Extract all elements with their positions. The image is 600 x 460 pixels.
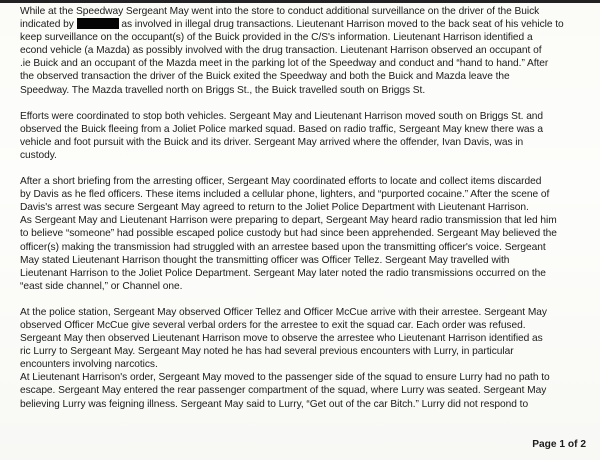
text-line: Efforts were coordinated to stop both vehicles. Sergeant May and Lieutenant Harrison moved south on Briggs St. and bbox=[20, 110, 544, 122]
text-line: At Lieutenant Harrison's order, Sergeant May moved to the passenger side of the squad to ensure Lurry had no path to bbox=[20, 372, 550, 384]
line-text-before-redaction: indicated by bbox=[20, 19, 74, 31]
text-line: May stated Lieutenant Harrison thought the transmitting officer was Officer Tellez. Sergeant May travelled with bbox=[20, 254, 510, 266]
text-line: escape. Sergeant May entered the rear passenger compartment of the squad, where Lurry was seated. Sergeant May bbox=[20, 385, 547, 397]
text-line: observed Officer McCue give several verbal orders for the arrestee to exit the squad car. Each order was refused. bbox=[20, 319, 526, 331]
page-number: Page 1 of 2 bbox=[532, 439, 586, 450]
paragraph-2 bbox=[20, 110, 588, 162]
text-line: custody. bbox=[20, 149, 57, 161]
text-line: Lieutenant Harrison to the Joliet Police Department. Sergeant May later noted the radio transmissions occurred on the bbox=[20, 267, 546, 279]
text-line: While at the Speedway Sergeant May went into the store to conduct additional surveillance on the driver of the Buick bbox=[20, 6, 540, 17]
text-line: vehicle and foot pursuit with the Buick and its driver. Sergeant May arrived where the offender, Ivan Davis, was in bbox=[20, 136, 524, 148]
text-line: to believe “someone” had possible escaped police custody but had since been apprehended. Sergeant May believed the bbox=[20, 228, 557, 240]
text-line: As Sergeant May and Lieutenant Harrison were preparing to depart, Sergeant May heard radio transmission that led him bbox=[20, 215, 557, 227]
redaction-bar bbox=[77, 18, 119, 29]
paragraph-3 bbox=[20, 175, 588, 293]
text-line: Sergeant May then observed Lieutenant Harrison move to observe the arrestee who Lieutenant Harrison identified as bbox=[20, 333, 543, 345]
text-line: the observed transaction the driver of the Buick exited the Speedway and both the Buick and Mazda leave the bbox=[20, 71, 510, 83]
text-line: econd vehicle (a Mazda) as possibly involved with the drug transaction. Lieutenant Harrison observed an occupant of bbox=[20, 45, 542, 57]
text-line: observed the Buick fleeing from a Joliet Police marked squad. Based on radio traffic, Sergeant May knew there was a bbox=[20, 123, 543, 135]
document-body bbox=[20, 5, 588, 411]
text-line: Speedway. The Mazda travelled north on Briggs St., the Buick travelled south on Briggs St. bbox=[20, 84, 426, 96]
text-line: Davis's arrest was secure Sergeant May agreed to return to the Joliet Police Department with Lieutenant Harrison. bbox=[20, 202, 529, 214]
text-line: keep surveillance on the occupant(s) of the Buick provided in the C/S's information. Lieutenant Harrison identified a bbox=[20, 32, 533, 44]
paragraph-4 bbox=[20, 306, 588, 411]
text-line: officer(s) making the transmission had struggled with an arrestee based upon the transmitting officer's voice. Sergeant bbox=[20, 241, 546, 253]
text-line: At the police station, Sergeant May observed Officer Tellez and Officer McCue arrive with their arrestee. Sergeant May bbox=[20, 306, 547, 318]
text-line: After a short briefing from the arresting officer, Sergeant May coordinated efforts to locate and collect items discarded bbox=[20, 176, 542, 188]
paragraph-1 bbox=[20, 5, 588, 97]
text-line: believing Lurry was feigning illness. Sergeant May said to Lurry, “Get out of the car Bitch.” Lurry did not respond to bbox=[20, 398, 529, 410]
text-line-redacted bbox=[20, 18, 588, 31]
text-line: encounters involving narcotics. bbox=[20, 359, 158, 371]
text-line: by Davis as he fled officers. These items included a cellular phone, lighters, and “purported cocaine.” After the scene of bbox=[20, 189, 550, 201]
page-top-edge bbox=[0, 0, 600, 3]
text-line: .ie Buick and an occupant of the Mazda meet in the parking lot of the Speedway and conduct and “hand to hand.” After bbox=[20, 58, 549, 70]
text-line: “east side channel,” or Channel one. bbox=[20, 280, 183, 292]
line-text-after-redaction: as involved in illegal drug transactions. Lieutenant Harrison moved to the back seat of his vehicle to bbox=[121, 19, 564, 31]
text-line: ric Lurry to Sergeant May. Sergeant May noted he has had several previous encounters with Lurry, in particular bbox=[20, 346, 514, 358]
